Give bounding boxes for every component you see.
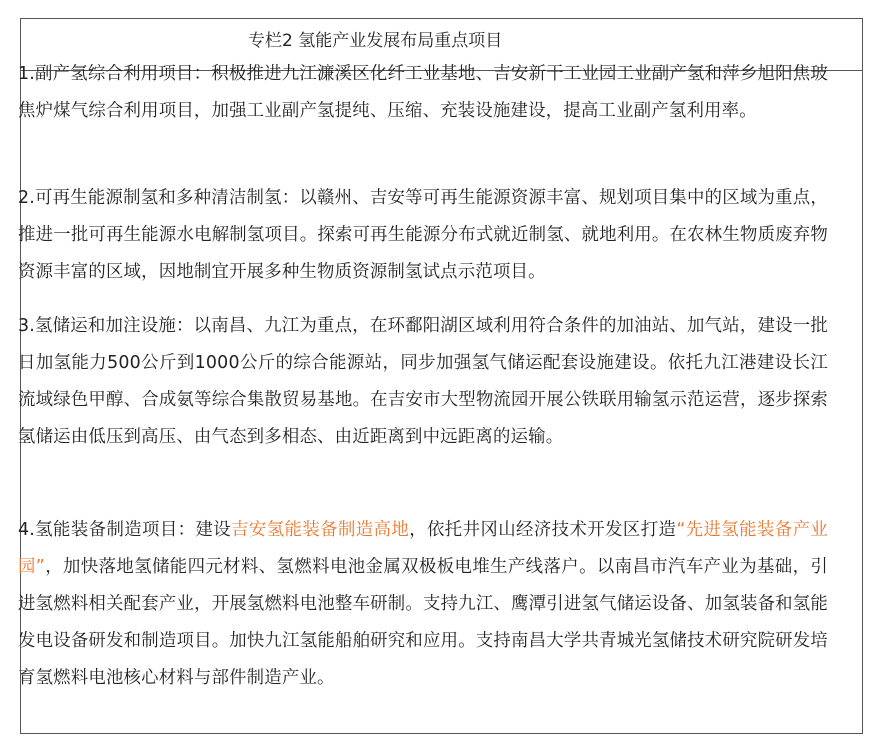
project-item-2: 2.可再生能源制氢和多种清洁制氢：以赣州、吉安等可再生能源资源丰富、规划项目集中的区域为重点，推进一批可再生能源水电解制氢项目。探索可再生能源分布式就近制氢、就地利用。在农林生物质废弃物资源丰富的区域，因地制宜开展多种生物质资源制氢试点示范项目。: [18, 188, 828, 282]
project-item-1: 1.副产氢综合利用项目：积极推进九江濂溪区化纤工业基地、吉安新干工业园工业副产氢和萍乡旭阳焦玻焦炉煤气综合利用项目，加强工业副产氢提纯、压缩、充装设施建设，提高工业副产氢利用率。: [18, 64, 828, 121]
project-item-4: [18, 512, 828, 697]
box-title: 专栏2 氢能产业发展布局重点项目: [248, 31, 503, 51]
item4-text-part1: 4.氢能装备制造项目：建设: [18, 520, 232, 540]
project-item-3: 3.氢储运和加注设施：以南昌、九江为重点，在环鄱阳湖区域利用符合条件的加油站、加气站，建设一批日加氢能力500公斤到1000公斤的综合能源站，同步加强氢气储运配套设施建设。依托九江港建设长江流域绿色甲醇、合成氨等综合集散贸易基地。在吉安市大型物流园开展公铁联用输氢示范运营，逐步探索氢储运由低压到高压、由气态到多相态、由近距离到中远距离的运输。: [18, 316, 828, 447]
highlight-equipment-industrial-park: “先进氢能装备产业园”: [18, 520, 828, 577]
item4-text-part3: ，加快落地氢储能四元材料、氢燃料电池金属双极板电堆生产线落户。以南昌市汽车产业为基础，引进氢燃料相关配套产业，开展氢燃料电池整车研制。支持九江、鹰潭引进氢气储运设备、加氢装备和氢能发电设备研发和制造项目。加快九江氢能船舶研究和应用。支持南昌大学共青城光氢储技术研究院研发培育氢燃料电池核心材料与部件制造产业。: [18, 557, 828, 688]
item4-text-part2: ，依托井冈山经济技术开发区打造: [409, 520, 677, 540]
highlight-hydrogen-equipment-base: 吉安氢能装备制造高地: [231, 520, 410, 540]
